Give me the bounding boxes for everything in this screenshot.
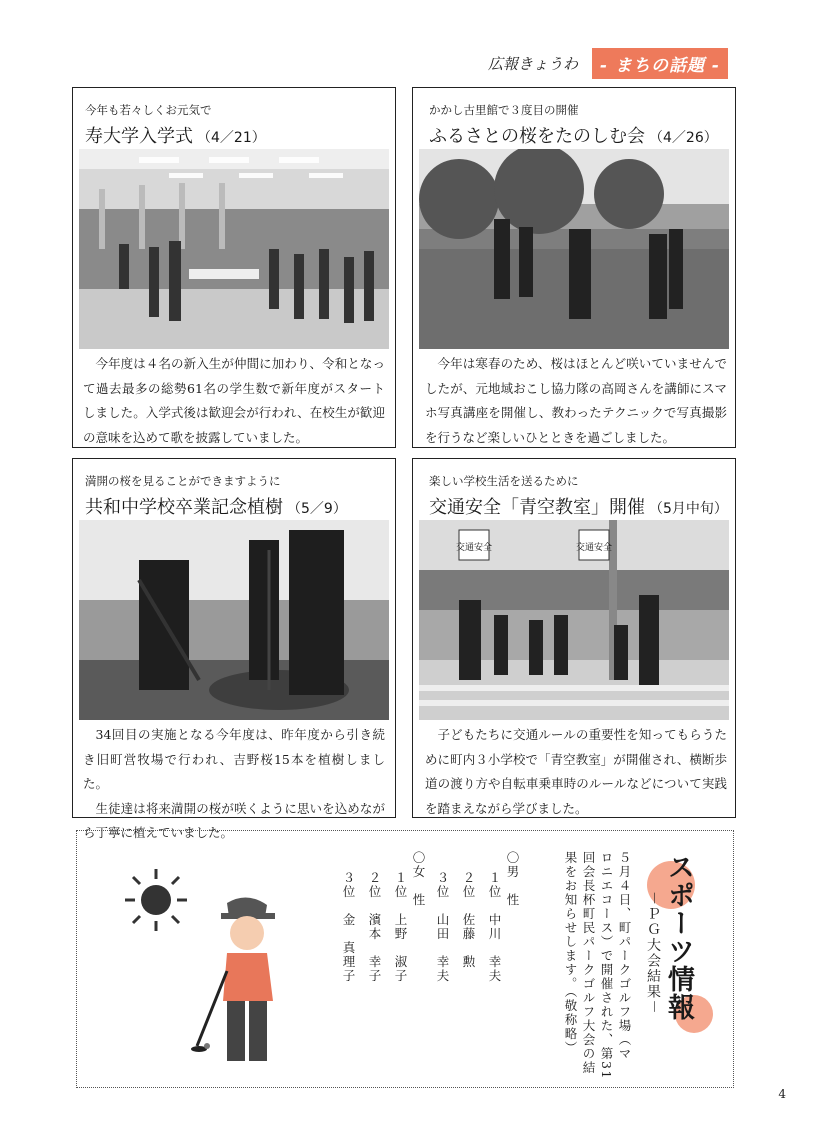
cherry-event-photo [419,149,729,349]
golfer-illustration [187,891,297,1071]
result-row: ３位 山田 幸夫 [435,871,450,983]
article-subtitle: かかし古里館で３度目の開催 [429,103,579,117]
intro-line: 果をお知らせします。（敬称略） [563,851,578,1055]
result-row: ２位 濱本 幸子 [367,871,382,983]
intro-line: 回会長杯町民パークゴルフ大会の結 [581,851,596,1075]
tree-planting-photo [79,520,389,720]
result-row: ３位 金 真理子 [341,871,356,983]
article-title: ふるさとの桜をたのしむ会 （4／26） [429,126,718,147]
article-subtitle: 満開の桜を見ることができますように [85,474,281,488]
ceremony-photo [79,149,389,349]
intro-line: ロニエコース）で開催された、第31 [599,851,614,1080]
section-badge: - まちの話題 - [592,48,728,79]
intro-line: ５月４日、町パークゴルフ場（マ [617,851,632,1061]
flag-sign-text: 交通安全 [455,543,493,553]
page-header [488,48,728,78]
article-subtitle: 楽しい学校生活を送るために [429,474,579,488]
article-body: 今年度は４名の新入生が仲間に加わり、令和となって過去最多の総勢61名の学生数で新年度がスタートしました。入学式後は歓迎会が行われ、在校生が歓迎の意味を込めて歌を披露していました。 [83,356,385,445]
result-row: １位 上野 淑子 [393,871,408,983]
article-card [412,458,736,818]
women-label: 〇女 性 [411,851,426,907]
publication-name: 広報きょうわ [488,54,579,73]
sports-info-box [76,830,734,1088]
page-number: 4 [778,1087,786,1101]
article-body: 子どもたちに交通ルールの重要性を知ってもらうために町内３小学校で「青空教室」が開催され、横断歩道の渡り方や自転車乗車時のルールなどについて実践を踏まえながら学びました。 [425,727,727,816]
sun-icon [123,867,189,933]
traffic-class-photo [419,520,729,720]
article-body: 34回目の実施となる今年度は、昨年度から引き続き旧町営牧場で行われ、吉野桜15本を植樹しました。 生徒達は将来満開の桜が咲くように思いを込めながら丁寧に植えていました。 [83,727,385,840]
flag-sign-text: 交通安全 [575,543,613,553]
men-label: 〇男 性 [505,851,520,907]
article-card [72,458,396,840]
article-title: 寿大学入学式 （4／21） [85,126,266,147]
result-row: １位 中川 幸夫 [487,871,502,983]
article-card [412,87,736,448]
result-row: ２位 佐藤 勲 [461,871,476,969]
article-title: 交通安全「青空教室」開催 （5月中旬） [429,497,728,518]
article-body: 今年は寒春のため、桜はほとんど咲いていませんでしたが、元地域おこし協力隊の高岡さんを講師にスマホ写真講座を開催し、教わったテクニックで写真撮影を行うなど楽しいひとときを過ごしました。 [425,356,727,445]
article-title: 共和中学校卒業記念植樹 （5／9） [85,497,347,518]
article-subtitle: 今年も若々しくお元気で [85,103,212,117]
sports-title: スポーツ情報 [663,853,694,1021]
article-card [72,87,396,448]
sports-subtitle: －ＰＧ大会結果－ [645,891,661,1015]
